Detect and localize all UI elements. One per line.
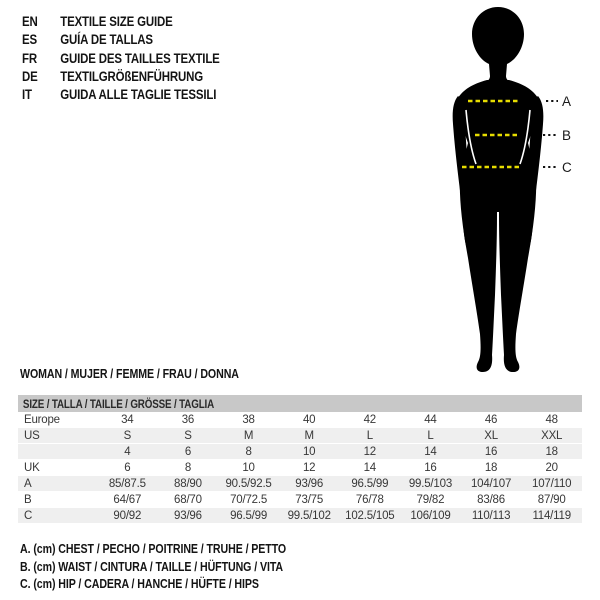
row-label: A [18,476,97,492]
size-cell: 88/90 [158,476,219,492]
size-cell: 93/96 [158,508,219,524]
size-table-body [18,412,582,524]
row-label: C [18,508,97,524]
size-cell: 8 [158,460,219,476]
table-row [18,492,582,508]
lang-label: TEXTILE SIZE GUIDE [60,14,173,29]
woman-silhouette-right-leg [499,176,536,372]
size-cell: 38 [218,412,279,428]
size-cell: 4 [97,444,158,460]
table-row [18,444,582,460]
size-cell: 68/70 [158,492,219,508]
size-cell: 42 [340,412,401,428]
size-cell: 87/90 [521,492,582,508]
measure-label-c: C [562,160,572,175]
size-cell: 96.5/99 [218,508,279,524]
legend-line-waist: B. (cm) WAIST / CINTURA / TAILLE / HÜFTUNG / VITA [20,559,284,574]
table-row [18,508,582,524]
size-cell: 106/109 [400,508,461,524]
size-cell: 96.5/99 [340,476,401,492]
size-cell: L [340,428,401,444]
size-cell: 34 [97,412,158,428]
size-cell: S [158,428,219,444]
lang-code: ES [22,32,37,48]
size-cell: 104/107 [461,476,522,492]
size-cell: 12 [279,460,340,476]
lang-row-it [22,86,311,104]
size-cell: 14 [400,444,461,460]
size-cell: 18 [521,444,582,460]
size-cell: 16 [461,444,522,460]
size-cell: 18 [461,460,522,476]
size-cell: 46 [461,412,522,428]
size-cell: 90/92 [97,508,158,524]
size-cell: 107/110 [521,476,582,492]
size-cell: 10 [279,444,340,460]
lang-row-de [22,68,311,86]
woman-silhouette-head [472,7,524,81]
size-cell: 6 [158,444,219,460]
table-row [18,460,582,476]
size-cell: 70/72.5 [218,492,279,508]
row-label: UK [18,460,97,476]
size-cell: 73/75 [279,492,340,508]
lang-code: IT [22,87,32,103]
size-cell: 10 [218,460,279,476]
size-table-header-row [18,395,582,412]
lang-code: EN [22,14,38,29]
measure-label-a: A [562,94,572,109]
lang-label: TEXTILGRÖßENFÜHRUNG [60,68,204,84]
size-cell: M [279,428,340,444]
size-cell: 44 [400,412,461,428]
row-label: US [18,428,97,444]
size-cell: 16 [400,460,461,476]
size-cell: 64/67 [97,492,158,508]
legend-line-hip: C. (cm) HIP / CADERA / HANCHE / HÜFTE / HIPS [20,577,259,591]
lang-row-es [22,31,311,49]
size-cell: 114/119 [521,508,582,524]
measurement-legend [20,541,286,594]
size-cell: 110/113 [461,508,522,524]
row-label [18,444,97,460]
section-title: WOMAN / MUJER / FEMME / FRAU / DONNA [20,367,239,381]
lang-label: GUIDA ALLE TAGLIE TESSILI [60,87,217,103]
legend-line-chest: A. (cm) CHEST / PECHO / POITRINE / TRUHE / PETTO [20,542,287,556]
size-cell: 8 [218,444,279,460]
size-cell: L [400,428,461,444]
size-cell: 99.5/103 [400,476,461,492]
table-row [18,428,582,444]
lang-label: GUÍA DE TALLAS [60,32,153,48]
size-cell: 83/86 [461,492,522,508]
lang-row-en [22,13,311,31]
lang-code: DE [22,68,38,84]
woman-silhouette-left-leg [460,176,497,372]
size-cell: 12 [340,444,401,460]
size-cell: 90.5/92.5 [218,476,279,492]
row-label: B [18,492,97,508]
size-cell: M [218,428,279,444]
size-table-header-text: SIZE / TALLA / TAILLE / GRÖSSE / TAGLIA [22,396,215,411]
measurement-figure [420,0,600,382]
size-cell: 40 [279,412,340,428]
size-cell: 99.5/102 [279,508,340,524]
size-cell: 20 [521,460,582,476]
size-table-header-cell [18,395,582,412]
size-cell: 6 [97,460,158,476]
size-cell: XXL [521,428,582,444]
size-cell: 85/87.5 [97,476,158,492]
table-row [18,476,582,492]
lang-label: GUIDE DES TAILLES TEXTILE [60,50,220,66]
size-cell: 36 [158,412,219,428]
size-cell: 48 [521,412,582,428]
size-cell: 93/96 [279,476,340,492]
size-table [18,395,582,524]
lang-row-fr [22,50,311,68]
language-title-block [22,13,311,104]
table-row [18,412,582,428]
lang-code: FR [22,50,37,66]
measure-label-b: B [562,128,572,143]
size-cell: 102.5/105 [340,508,401,524]
size-cell: 14 [340,460,401,476]
row-label: Europe [18,412,97,428]
size-cell: XL [461,428,522,444]
size-cell: 76/78 [340,492,401,508]
size-cell: S [97,428,158,444]
size-cell: 79/82 [400,492,461,508]
